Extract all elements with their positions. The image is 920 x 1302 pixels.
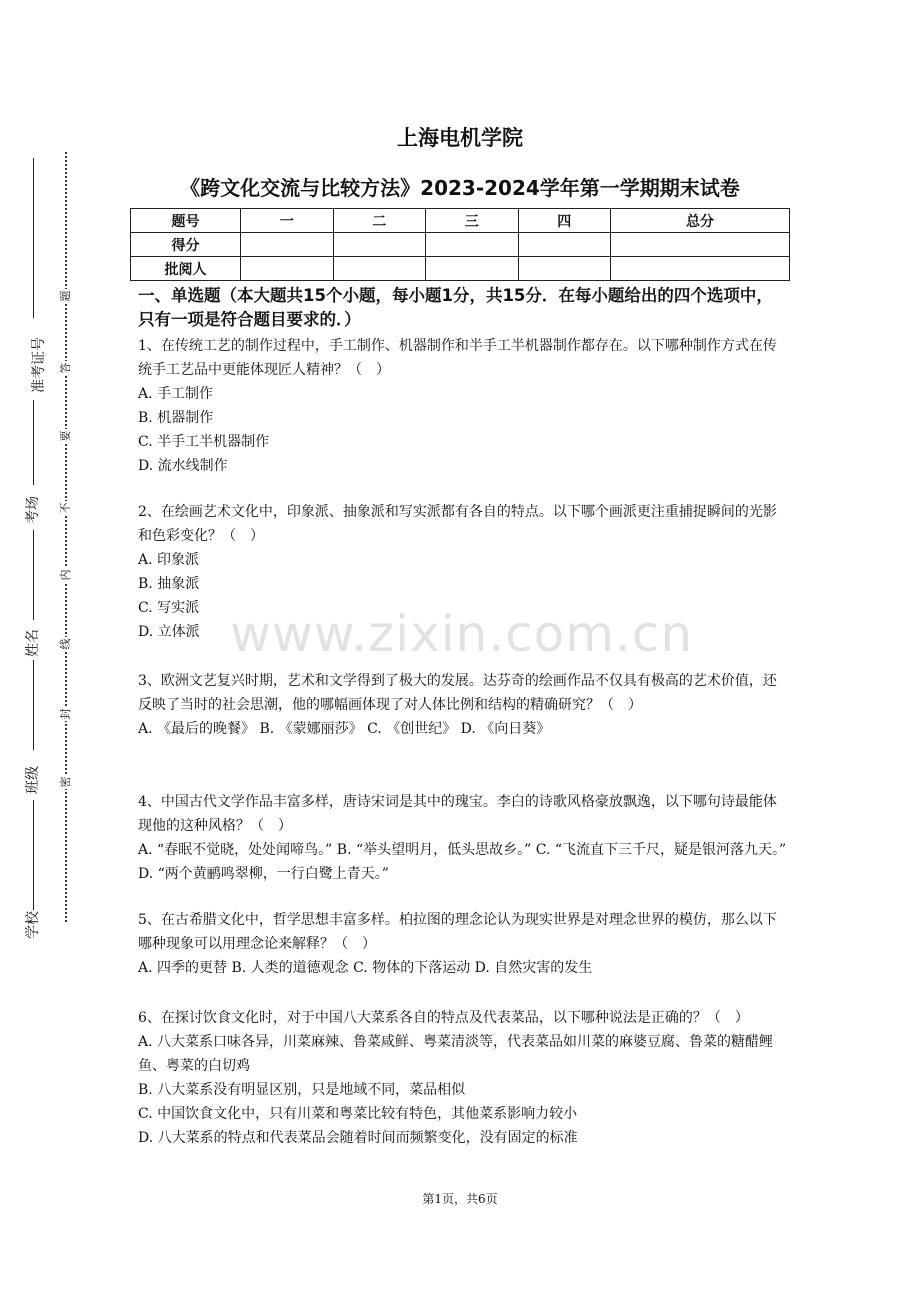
score-table-row	[131, 233, 790, 257]
seal-char: 内	[59, 569, 72, 581]
question-stem: 2、在绘画艺术文化中，印象派、抽象派和写实派都有各自的特点。以下哪个画派更注重捕捉瞬间的光影和色彩变化？（ ）	[138, 504, 777, 544]
score-table-header: 题号	[131, 209, 241, 233]
name-label: 姓名	[25, 629, 41, 657]
question-stem: 3、欧洲文艺复兴时期，艺术和文学得到了极大的发展。达芬奇的绘画作品不仅具有极高的艺术价值，还反映了当时的社会思潮，他的哪幅画体现了对人体比例和结构的精确研究？（ ）	[138, 673, 777, 713]
option: D. 立体派	[138, 624, 200, 640]
seal-char: 不	[59, 502, 72, 514]
school-title: 上海电机学院	[397, 126, 523, 150]
seal-char: 线	[59, 638, 72, 650]
question-stem: 6、在探讨饮食文化时，对于中国八大菜系各自的特点及代表菜品，以下哪种说法是正确的？（ ）	[138, 1010, 749, 1026]
exam-room-blank-line	[33, 400, 34, 485]
grader-cell[interactable]	[333, 257, 426, 281]
question-4	[138, 790, 788, 886]
exam-room-label: 考场	[25, 496, 41, 524]
option: C. 半手工半机器制作	[138, 434, 270, 450]
option: B. 八大菜系没有明显区别，只是地域不同，菜品相似	[138, 1082, 466, 1098]
question-6	[138, 1006, 788, 1150]
seal-char: 封	[59, 708, 72, 720]
option: D. 八大菜系的特点和代表菜品会随着时间而频繁变化，没有固定的标准	[138, 1130, 578, 1146]
seal-char: 要	[59, 430, 72, 442]
score-table-header: 总分	[611, 209, 790, 233]
option: A. 手工制作	[138, 386, 214, 402]
school-label: 学校	[25, 911, 41, 939]
seal-char: 题	[59, 290, 72, 302]
score-row-label: 得分	[131, 233, 241, 257]
score-table-header: 三	[426, 209, 519, 233]
option: D. 流水线制作	[138, 458, 228, 474]
grader-cell[interactable]	[611, 257, 790, 281]
question-stem: 1、在传统工艺的制作过程中，手工制作、机器制作和半手工半机器制作都存在。以下哪种制作方式在传统手工艺品中更能体现匠人精神？（ ）	[138, 338, 777, 378]
score-table-header-row	[131, 209, 790, 233]
question-1	[138, 334, 788, 478]
school-blank-line	[33, 800, 34, 910]
score-cell[interactable]	[333, 233, 426, 257]
score-table-header: 二	[333, 209, 426, 233]
option: A. “春眠不觉晓，处处闻啼鸟。” B. “举头望明月，低头思故乡。” C. “飞流直下三千尺，疑是银河落九天。” D. “两个黄鹂鸣翠柳，一行白鹭上青天。”	[138, 842, 787, 882]
option: C. 写实派	[138, 600, 200, 616]
section-heading: 一、单选题（本大题共15个小题，每小题1分，共15分．在每小题给出的四个选项中，只有一项是符合题目要求的．）	[138, 286, 773, 329]
score-cell[interactable]	[518, 233, 611, 257]
question-3	[138, 669, 788, 741]
option: B. 抽象派	[138, 576, 200, 592]
option: A. 印象派	[138, 552, 200, 568]
option: A. 八大菜系口味各异，川菜麻辣、鲁菜咸鲜、粤菜清淡等，代表菜品如川菜的麻婆豆腐、鲁菜的糖醋鲤鱼、粤菜的白切鸡	[138, 1034, 774, 1074]
question-5	[138, 908, 788, 980]
page-number: 第1页，共6页	[422, 1192, 498, 1206]
score-table-row	[131, 257, 790, 281]
grader-cell[interactable]	[518, 257, 611, 281]
option: C. 中国饮食文化中，只有川菜和粤菜比较有特色，其他菜系影响力较小	[138, 1106, 578, 1122]
grader-cell[interactable]	[241, 257, 334, 281]
binding-dotted-line	[65, 152, 67, 922]
watermark: www.zixin.com.cn	[230, 605, 694, 663]
grader-cell[interactable]	[426, 257, 519, 281]
exam-title: 《跨文化交流与比较方法》2023-2024学年第一学期期末试卷	[180, 176, 740, 200]
grader-row-label: 批阅人	[131, 257, 241, 281]
seal-char: 答	[59, 362, 72, 374]
class-blank-line	[33, 660, 34, 750]
name-blank-line	[33, 530, 34, 620]
score-table	[130, 208, 790, 281]
score-cell[interactable]	[611, 233, 790, 257]
option: A. 《最后的晚餐》 B. 《蒙娜丽莎》 C. 《创世纪》 D. 《向日葵》	[138, 721, 551, 737]
score-cell[interactable]	[241, 233, 334, 257]
score-table-header: 一	[241, 209, 334, 233]
exam-id-blank-line	[33, 158, 34, 318]
exam-id-label: 准考证号	[31, 337, 47, 393]
question-stem: 4、中国古代文学作品丰富多样，唐诗宋词是其中的瑰宝。李白的诗歌风格豪放飘逸，以下哪句诗最能体现他的这种风格？（ ）	[138, 794, 777, 834]
option: A. 四季的更替 B. 人类的道德观念 C. 物体的下落运动 D. 自然灾害的发生	[138, 960, 593, 976]
score-cell[interactable]	[426, 233, 519, 257]
option: B. 机器制作	[138, 410, 214, 426]
score-table-header: 四	[518, 209, 611, 233]
seal-char: 密	[59, 776, 72, 788]
question-stem: 5、在古希腊文化中，哲学思想丰富多样。柏拉图的理念论认为现实世界是对理念世界的模仿，那么以下哪种现象可以用理念论来解释？（ ）	[138, 912, 777, 952]
class-label: 班级	[25, 766, 41, 794]
